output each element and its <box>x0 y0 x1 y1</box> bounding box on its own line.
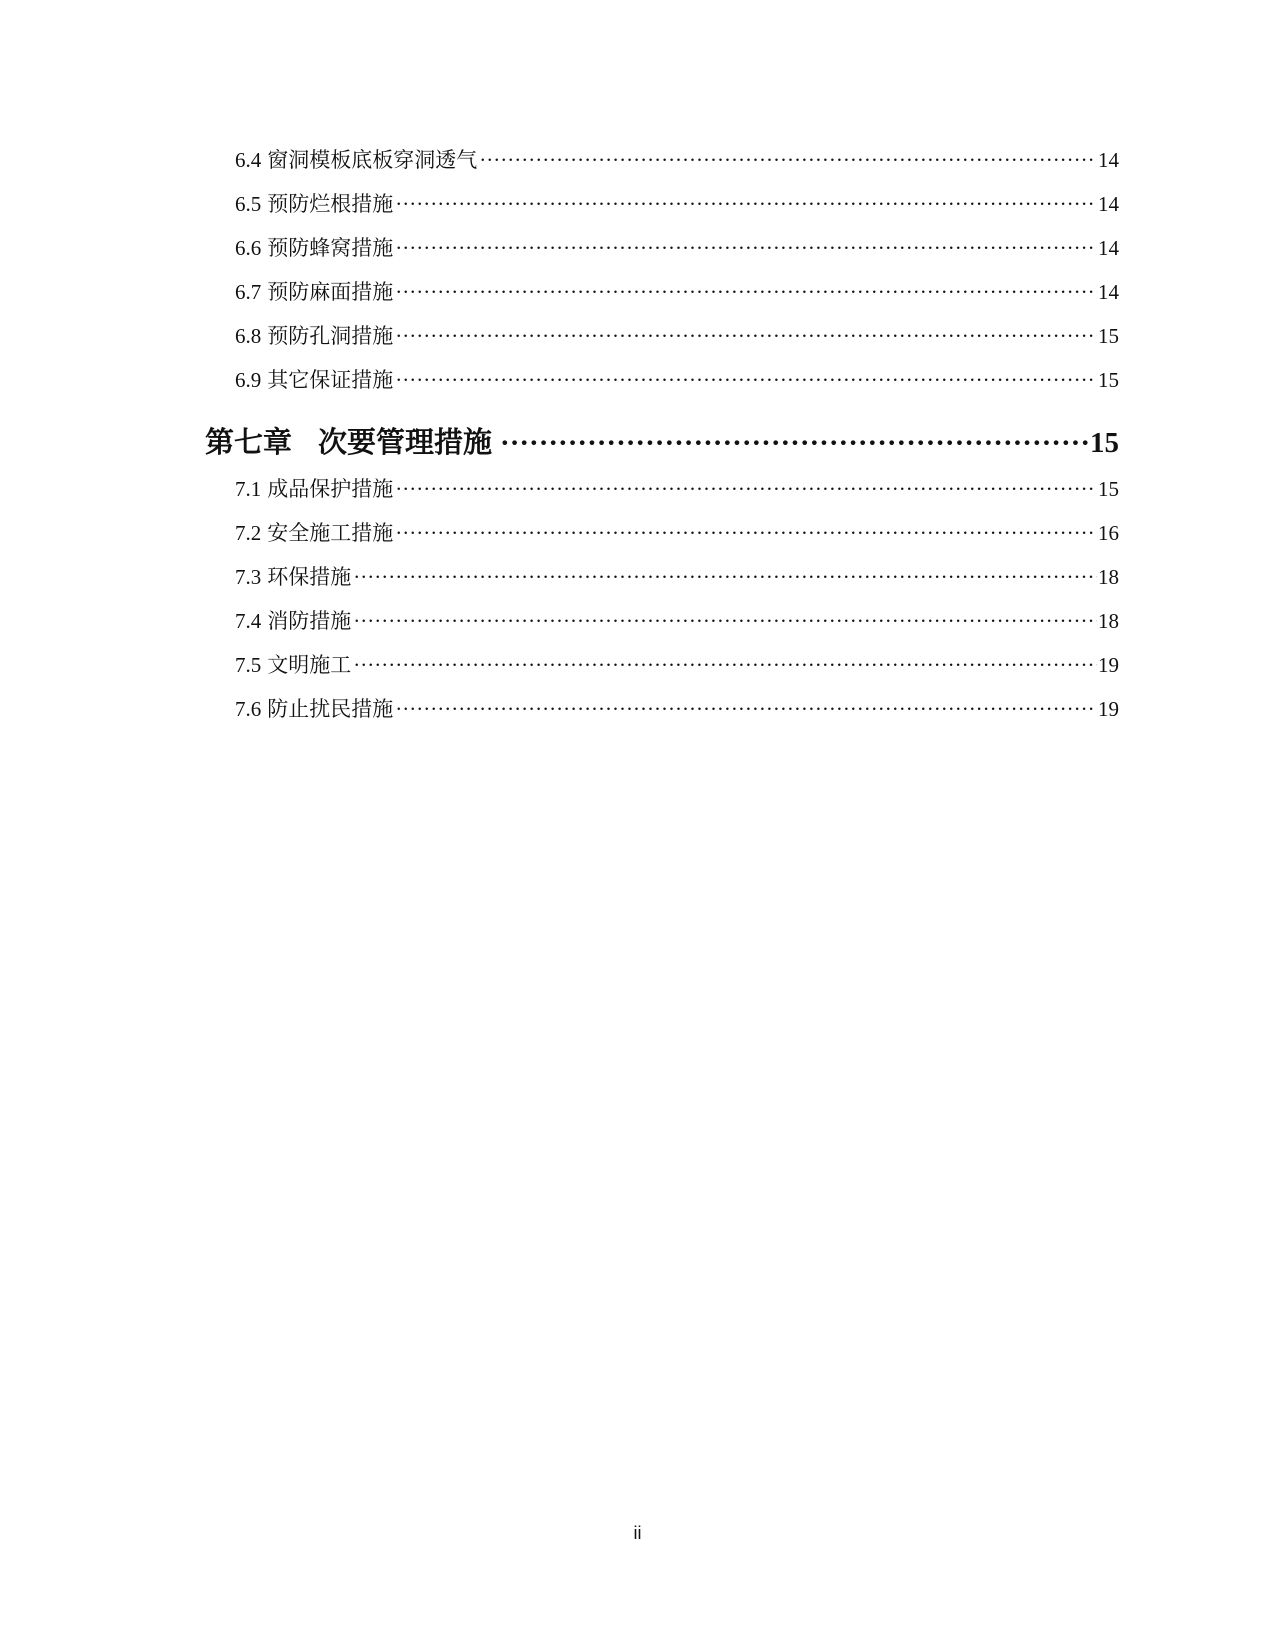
toc-entry-number: 7.5 <box>235 653 262 677</box>
toc-entry-number: 6.4 <box>235 148 262 172</box>
toc-entry-number: 7.1 <box>235 477 262 501</box>
toc-entry-title: 预防烂根措施 <box>267 192 394 216</box>
toc-entry-title: 窗洞模板底板穿洞透气 <box>267 148 478 172</box>
dot-leader <box>500 423 1089 463</box>
dot-leader <box>395 518 1097 548</box>
toc-chapter-title: 次要管理措施 <box>318 427 493 459</box>
toc-entry-6-6[interactable] <box>235 233 1119 263</box>
toc-entry-7-6[interactable] <box>235 694 1119 724</box>
toc-entry-number: 6.9 <box>235 368 262 392</box>
dot-leader <box>395 694 1097 724</box>
toc-entry-page: 14 <box>1098 280 1119 304</box>
toc-entry-title: 预防孔洞措施 <box>267 324 394 348</box>
dot-leader <box>395 474 1097 504</box>
toc-entry-number: 7.3 <box>235 565 262 589</box>
toc-entry-page: 14 <box>1098 236 1119 260</box>
toc-entry-title: 安全施工措施 <box>267 521 394 545</box>
toc-entry-title: 成品保护措施 <box>267 477 394 501</box>
toc-entry-number: 6.5 <box>235 192 262 216</box>
toc-entry-page: 15 <box>1098 324 1119 348</box>
toc-entry-7-3[interactable] <box>235 562 1119 592</box>
toc-entry-page: 18 <box>1098 609 1119 633</box>
toc-chapter-number: 第七章 <box>205 427 293 459</box>
dot-leader <box>353 562 1097 592</box>
toc-entry-page: 15 <box>1098 477 1119 501</box>
toc-entry-7-1[interactable] <box>235 474 1119 504</box>
dot-leader <box>353 606 1097 636</box>
dot-leader <box>479 145 1097 175</box>
toc-entry-page: 15 <box>1098 368 1119 392</box>
toc-entry-title: 预防麻面措施 <box>267 280 394 304</box>
toc-chapter-7[interactable] <box>205 423 1119 463</box>
toc-entry-number: 6.6 <box>235 236 262 260</box>
toc-entry-6-7[interactable] <box>235 277 1119 307</box>
toc-entry-number: 6.8 <box>235 324 262 348</box>
toc-entry-7-2[interactable] <box>235 518 1119 548</box>
dot-leader <box>353 650 1097 680</box>
dot-leader <box>395 277 1097 307</box>
toc-entry-title: 消防措施 <box>267 609 352 633</box>
dot-leader <box>395 189 1097 219</box>
toc-entry-6-8[interactable] <box>235 321 1119 351</box>
dot-leader <box>395 365 1097 395</box>
toc-entry-6-5[interactable] <box>235 189 1119 219</box>
toc-entry-number: 6.7 <box>235 280 262 304</box>
toc-chapter-page: 15 <box>1090 427 1119 459</box>
toc-entry-page: 14 <box>1098 192 1119 216</box>
toc-entry-title: 文明施工 <box>267 653 352 677</box>
toc-entry-page: 14 <box>1098 148 1119 172</box>
toc-entry-number: 7.6 <box>235 697 262 721</box>
toc-entry-page: 19 <box>1098 697 1119 721</box>
toc-entry-title: 预防蜂窝措施 <box>267 236 394 260</box>
toc-entry-title: 环保措施 <box>267 565 352 589</box>
toc-entry-number: 7.4 <box>235 609 262 633</box>
toc-entry-page: 19 <box>1098 653 1119 677</box>
toc-entry-7-5[interactable] <box>235 650 1119 680</box>
toc-entry-page: 18 <box>1098 565 1119 589</box>
toc-entry-6-4[interactable] <box>235 145 1119 175</box>
toc-entry-6-9[interactable] <box>235 365 1119 395</box>
toc-entry-number: 7.2 <box>235 521 262 545</box>
toc-entry-title: 其它保证措施 <box>267 368 394 392</box>
page-number-footer: ii <box>633 1523 642 1543</box>
toc-entry-page: 16 <box>1098 521 1119 545</box>
toc-entry-title: 防止扰民措施 <box>267 697 394 721</box>
dot-leader <box>395 321 1097 351</box>
dot-leader <box>395 233 1097 263</box>
toc-entry-7-4[interactable] <box>235 606 1119 636</box>
